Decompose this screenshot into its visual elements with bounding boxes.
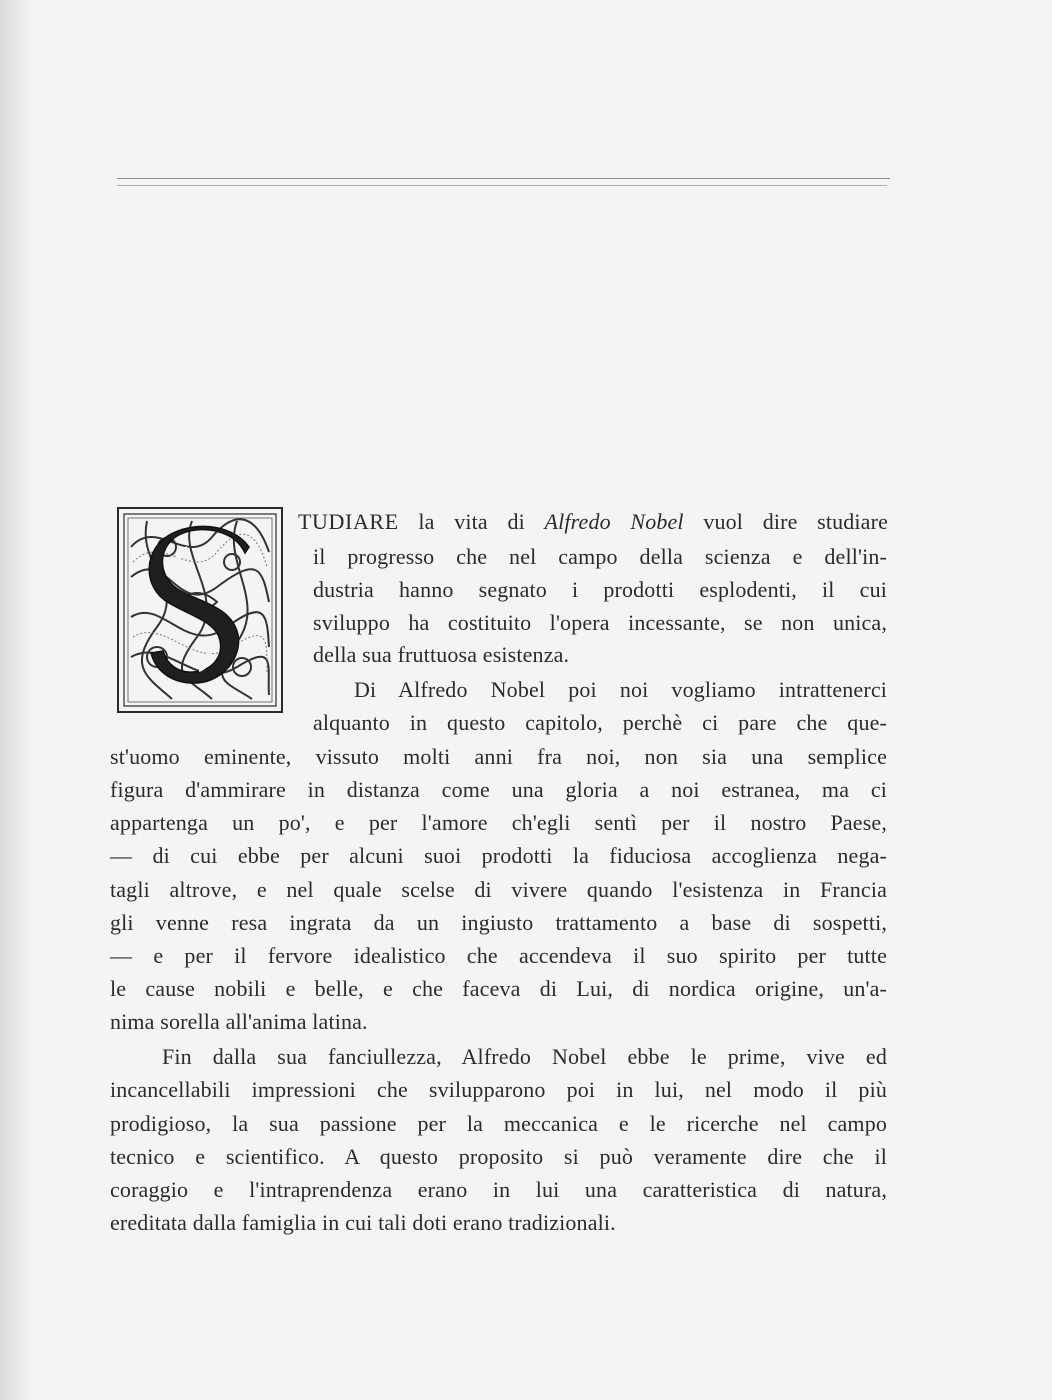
paragraph-3-line-4: tecnico e scientifico. A questo proposito si può veramente dire che il: [110, 1144, 887, 1169]
paragraph-2-line-6: — di cui ebbe per alcuni suoi prodotti la fiduciosa accoglienza nega-: [110, 843, 887, 868]
paragraph-2-line-4: figura d'ammirare in distanza come una gloria a noi estranea, ma ci: [110, 777, 887, 802]
paragraph-2-line-1: Di Alfredo Nobel poi noi vogliamo intrattenerci: [354, 677, 887, 702]
paragraph-3-line-3: prodigioso, la sua passione per la meccanica e le ricerche nel campo: [110, 1111, 887, 1136]
paragraph-1-line-5: della sua fruttuosa esistenza.: [313, 642, 570, 667]
header-rule-top: [117, 178, 890, 179]
paragraph-2-line-11: nima sorella all'anima latina.: [110, 1009, 368, 1034]
paragraph-1-line-3: dustria hanno segnato i prodotti esplodenti, il cui: [313, 577, 887, 602]
paragraph-3-line-6: ereditata dalla famiglia in cui tali doti erano tradizionali.: [110, 1210, 616, 1235]
line-1-rest: la vita di Alfredo Nobel vuol dire studiare: [418, 509, 888, 534]
knotwork-initial-illustration: [117, 507, 283, 713]
paragraph-1-line-4: sviluppo ha costituito l'opera incessante, se non unica,: [313, 610, 887, 635]
paragraph-2-line-10: le cause nobili e belle, e che faceva di Lui, di nordica origine, un'a-: [110, 976, 887, 1001]
paragraph-1-line-2: il progresso che nel campo della scienza e dell'in-: [313, 544, 887, 569]
paragraph-2-line-2: alquanto in questo capitolo, perchè ci pare che que-: [313, 710, 887, 735]
paragraph-2-line-3: st'uomo eminente, vissuto molti anni fra noi, non sia una semplice: [110, 744, 887, 769]
paragraph-1-line-1: [298, 505, 888, 539]
paragraph-2-line-8: gli venne resa ingrata da un ingiusto trattamento a base di sospetti,: [110, 910, 887, 935]
paragraph-3-line-1: Fin dalla sua fanciullezza, Alfredo Nobel ebbe le prime, vive ed: [162, 1044, 887, 1069]
header-rule-bottom: [117, 185, 887, 186]
page-edge-shadow: [0, 0, 34, 1400]
paragraph-2-line-5: appartenga un po', e per l'amore ch'egli sentì per il nostro Paese,: [110, 810, 887, 835]
decorated-drop-cap: [117, 507, 283, 713]
paragraph-2-line-7: tagli altrove, e nel quale scelse di vivere quando l'esistenza in Francia: [110, 877, 887, 902]
small-caps-lead: TUDIARE: [298, 509, 399, 534]
paragraph-3-line-5: coraggio e l'intraprendenza erano in lui una caratteristica di natura,: [110, 1177, 887, 1202]
paragraph-3-line-2: incancellabili impressioni che svilupparono poi in lui, nel modo il più: [110, 1077, 887, 1102]
paragraph-2-line-9: — e per il fervore idealistico che accendeva il suo spirito per tutte: [110, 943, 887, 968]
italic-name: Alfredo Nobel: [544, 509, 684, 534]
